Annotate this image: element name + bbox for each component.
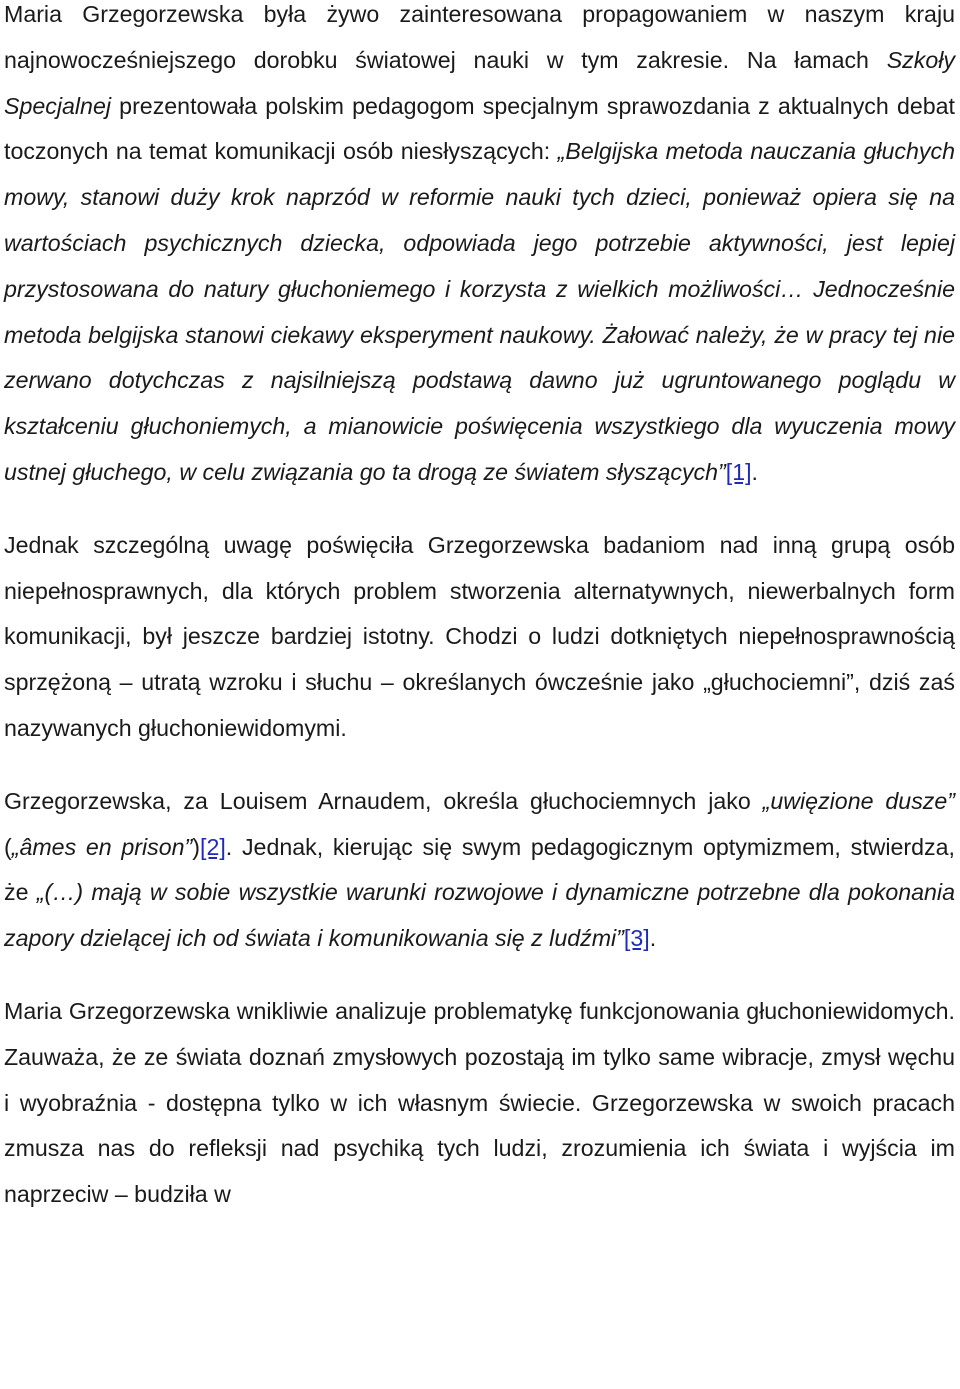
p3-text-1: Grzegorzewska, za Louisem Arnaudem, określa głuchociemnych jako <box>4 787 763 814</box>
p1-text-1: Maria Grzegorzewska była żywo zainteresowana propagowaniem w naszym kraju najnowocześniejszego dorobku światowej nauki w tym zakresie. Na łamach <box>4 1 955 73</box>
paragraph-2 <box>4 523 955 752</box>
p3-quote-2: „(…) mają w sobie wszystkie warunki rozwojowe i dynamiczne potrzebne dla pokonania zapory dzielącej ich od świata i komunikowania się z ludźmi” <box>4 879 955 952</box>
p3-text-3: ) <box>192 833 201 860</box>
p1-text-end: . <box>751 458 758 485</box>
footnote-link-1[interactable]: [1] <box>725 458 752 485</box>
p3-text-end: . <box>649 925 657 952</box>
p3-quote-french: „âmes en prison” <box>11 833 193 860</box>
footnote-link-3[interactable]: [3] <box>623 925 650 952</box>
p4-text: Maria Grzegorzewska wnikliwie analizuje problematykę funkcjonowania głuchoniewidomych. Zauważa, że ze świata doznań zmysłowych pozostają im tylko same wibracje, zmysł węchu i wyobraźnia - dostępna tylko w ich własnym świecie. Grzegorzewska w swoich pracach zmusza nas do refleksji nad psychiką tych ludzi, zrozumienia ich świata i wyjścia im naprzeciw – budziła w <box>4 997 955 1208</box>
p3-quote-1: „uwięzione dusze” <box>762 787 955 814</box>
paragraph-1 <box>4 0 955 496</box>
p1-quotation: „Belgijska metoda nauczania głuchych mowy, stanowi duży krok naprzód w reformie nauki tych dzieci, ponieważ opiera się na wartościach psychicznych dziecka, odpowiada jego potrzebie aktywności, jest lepiej przystosowana do natury głuchoniemego i korzysta z wielkich możliwości… Jednocześnie metoda belgijska stanowi ciekawy eksperyment naukowy. Żałować należy, że w pracy tej nie zerwano dotychczas z najsilniejszą podstawą dawno już ugruntowanego poglądu w kształceniu głuchoniemych, a mianowicie poświęcenia wszystkiego dla wyuczenia mowy ustnej głuchego, w celu związania go ta drogą ze światem słyszących” <box>4 138 955 485</box>
p1-journal-title: Szkoły Specjalnej <box>4 46 955 119</box>
paragraph-3 <box>4 779 955 962</box>
p2-text: Jednak szczególną uwagę poświęciła Grzegorzewska badaniom nad inną grupą osób niepełnosprawnych, dla których problem stworzenia alternatywnych, niewerbalnych form komunikacji, był jeszcze bardziej istotny. Chodzi o ludzi dotkniętych niepełnosprawnością sprzężoną – utratą wzroku i słuchu – określanych ówcześnie jako „głuchociemni”, dziś zaś nazywanych głuchoniewidomymi. <box>4 531 955 741</box>
footnote-link-2[interactable]: [2] <box>200 833 226 860</box>
paragraph-4 <box>4 989 955 1218</box>
document-page <box>4 0 955 1218</box>
p3-text-4: . Jednak, kierując się swym pedagogicznym optymizmem, stwierdza, że <box>4 833 955 906</box>
p1-text-2: prezentowała polskim pedagogom specjalnym sprawozdania z aktualnych debat toczonych na temat komunikacji osób niesłyszących: <box>4 92 955 165</box>
p3-text-2: ( <box>4 833 12 860</box>
